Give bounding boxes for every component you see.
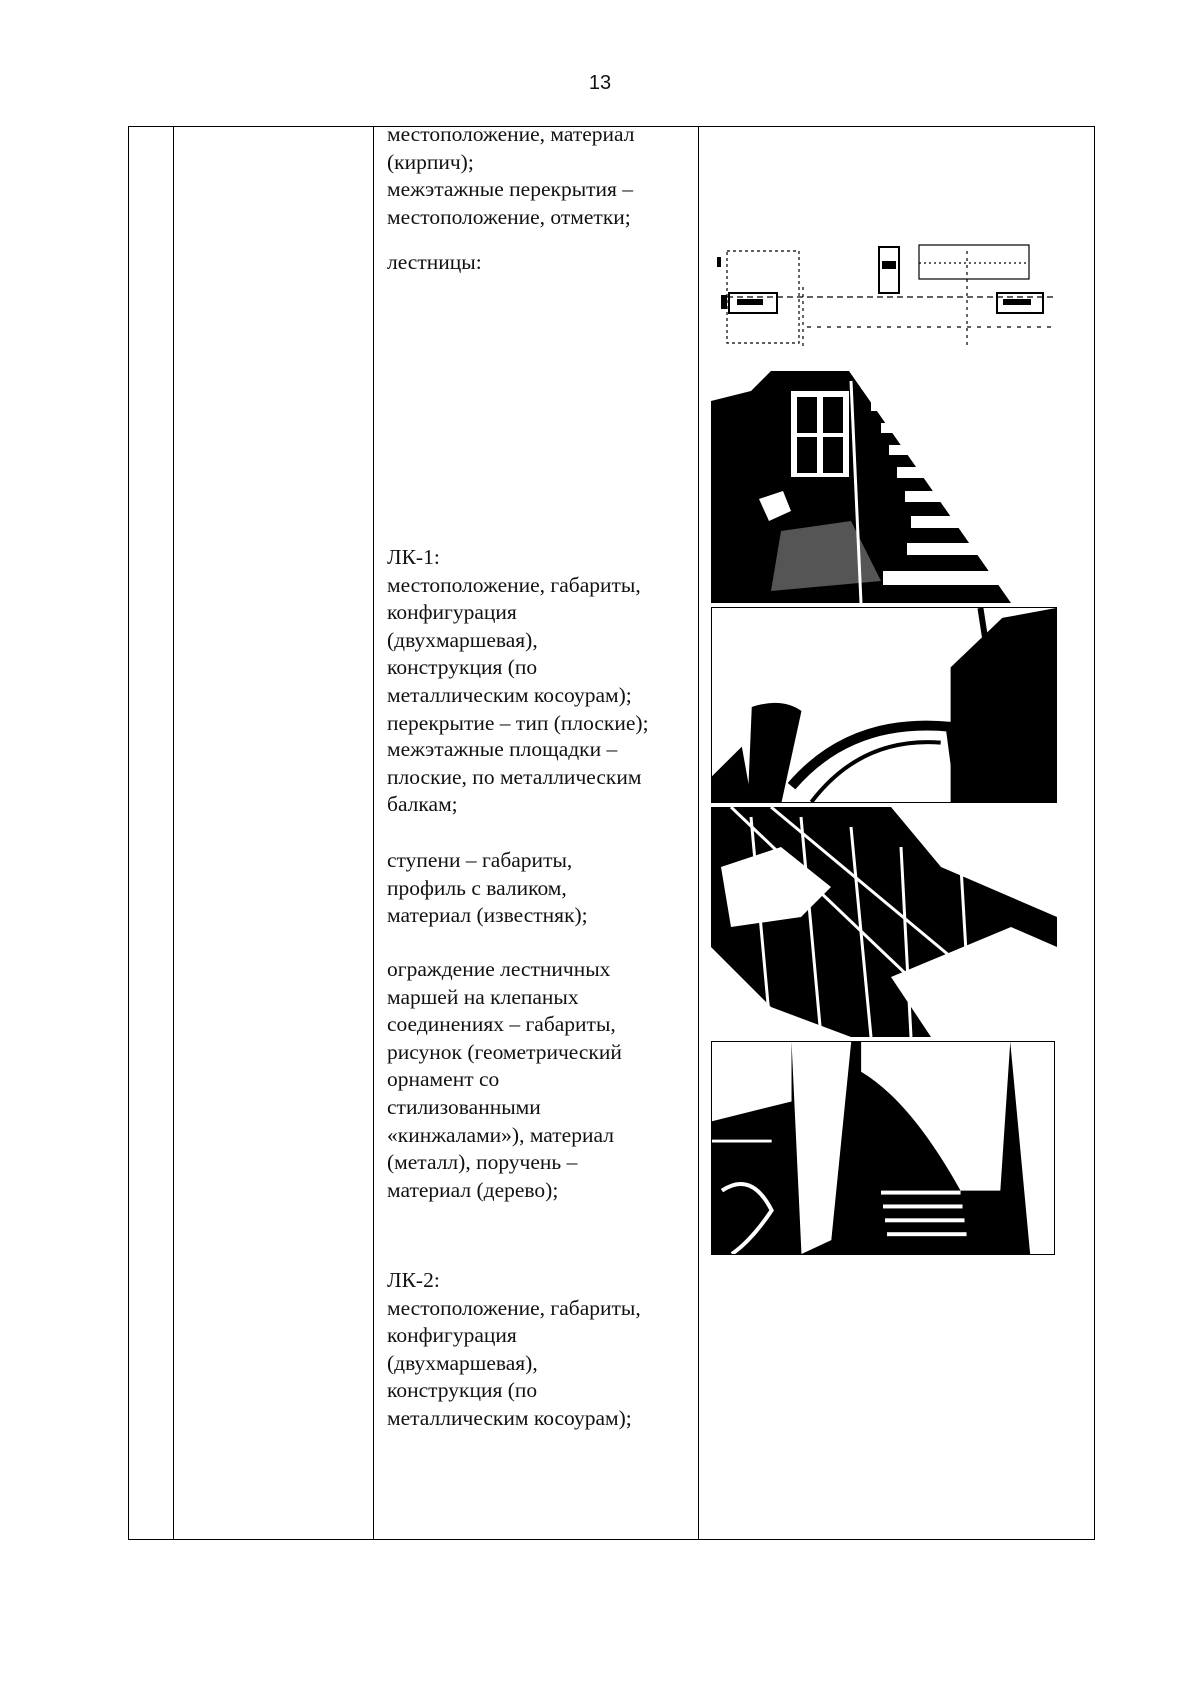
text-block-railing: ограждение лестничных маршей на клепаных соединениях – габариты, рисунок (геометрический орнамент со стилизованными «кинжалами»), материал (металл), поручень – материал (дерево);	[387, 957, 622, 1202]
photo-staircase-lk1	[711, 371, 1059, 603]
photo-landing-beams	[711, 607, 1057, 803]
document-table	[128, 122, 1095, 1540]
illustrations-cell	[707, 127, 1087, 1539]
photo-staircase-lower	[711, 1041, 1055, 1255]
column-divider	[698, 127, 699, 1539]
text-block-walls-floors: местоположение, материал (кирпич); межэтажные перекрытия – местоположение, отметки;	[387, 122, 635, 229]
photo-railing	[711, 807, 1057, 1037]
floor-plan-drawing	[707, 237, 1063, 369]
text-block-steps: ступени – габариты, профиль с валиком, материал (известняк);	[387, 848, 588, 928]
column-divider	[373, 127, 374, 1539]
page-number: 13	[588, 72, 612, 94]
text-block-lk2: ЛК-2: местоположение, габариты, конфигурация (двухмаршевая), конструкция (по металлическим косоурам);	[387, 1268, 641, 1430]
text-block-lk1: ЛК-1: местоположение, габариты, конфигурация (двухмаршевая), конструкция (по металлическим косоурам); перекрытие – тип (плоские);	[387, 545, 649, 735]
text-block-landings: межэтажные площадки – плоские, по металлическим балкам;	[387, 737, 642, 817]
text-block-stairs-heading: лестницы:	[387, 250, 482, 274]
column-divider	[173, 127, 174, 1539]
